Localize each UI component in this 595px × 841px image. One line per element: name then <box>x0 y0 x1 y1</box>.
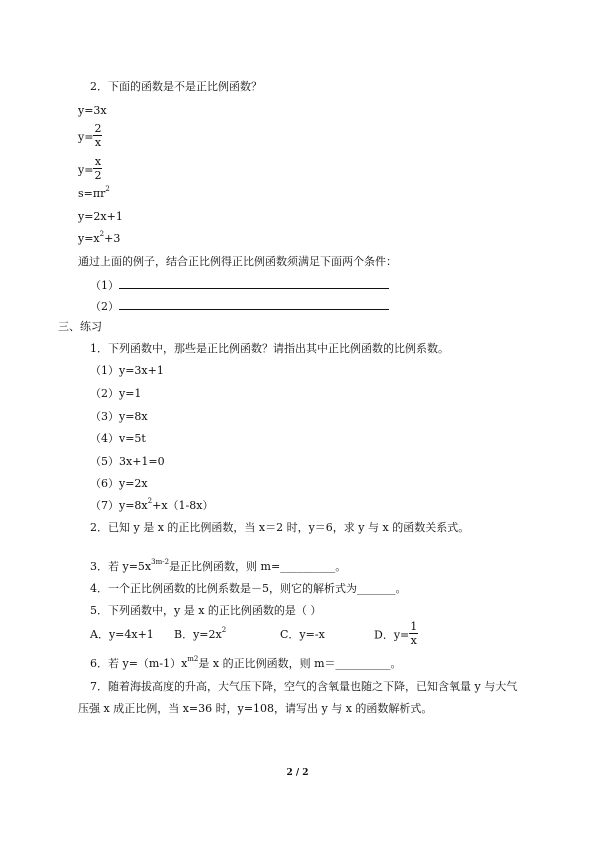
option-c: C．y=-x <box>280 628 325 641</box>
function-6 <box>78 232 120 246</box>
exercise-7-line-2: 压强 x 成正比例，当 x=36 时，y=108，请写出 y 与 x 的函数解析式。 <box>78 702 433 715</box>
exercise-1-item <box>90 499 213 513</box>
option-d-prefix: D．y= <box>374 628 410 642</box>
exercise-1-title: 1．下列函数中，那些是正比例函数？请指出其中正比例函数的比例系数。 <box>90 342 449 355</box>
exponent: 2 <box>99 230 105 239</box>
item-7-base: （7）y=8x <box>90 499 148 512</box>
exercise-3-head: 3．若 y=5x <box>90 560 152 573</box>
function-2 <box>78 124 102 151</box>
exercise-1-item: （4）v=5t <box>90 432 146 445</box>
item-7-tail: +x（1-8x） <box>152 499 214 512</box>
answer-blank[interactable] <box>119 278 389 289</box>
exercise-2: 2．已知 y 是 x 的正比例函数，当 x＝2 时，y＝6，求 y 与 x 的函数关系式。 <box>90 521 470 534</box>
exercise-3-tail: 是正比例函数，则 m=__________。 <box>169 560 347 573</box>
exercise-4: 4．一个正比例函数的比例系数是－5，则它的解析式为_______。 <box>90 582 407 595</box>
fraction-denominator: x <box>410 634 417 647</box>
exercise-1-item: （1）y=3x+1 <box>90 364 164 377</box>
option-d <box>374 622 418 649</box>
exercise-5: 5．下列函数中，y 是 x 的正比例函数的是（ ） <box>90 604 322 617</box>
option-b <box>174 628 226 642</box>
question-2-title: 2．下面的函数是不是正比例函数？ <box>90 80 262 93</box>
exponent: 2 <box>147 497 153 506</box>
option-b-base: B．y=2x <box>174 628 222 641</box>
condition-2 <box>90 299 389 314</box>
option-a: A．y=4x+1 <box>90 628 154 641</box>
page-number: 2 / 2 <box>286 768 309 778</box>
fraction-2-over-x <box>93 122 102 149</box>
exponent: 2 <box>105 185 110 194</box>
exercise-1-item: （2）y=1 <box>90 387 142 400</box>
exercise-3 <box>90 560 346 574</box>
fraction-x-over-2 <box>93 155 102 182</box>
function-1: y=3x <box>78 104 107 117</box>
exponent: m2 <box>187 655 199 664</box>
condition-1-label: （1） <box>90 279 119 292</box>
exponent: 2 <box>221 626 227 635</box>
fraction-numerator: x <box>94 155 102 168</box>
section-3-heading: 三、练习 <box>58 320 102 333</box>
function-6-base: y=x <box>78 232 100 245</box>
conditions-intro: 通过上面的例子，结合正比例得正比例函数须满足下面两个条件： <box>78 255 397 268</box>
answer-blank[interactable] <box>119 299 389 310</box>
function-2-prefix: y= <box>78 130 94 144</box>
exercise-1-item: （3）y=8x <box>90 410 148 423</box>
function-3-prefix: y= <box>78 163 94 177</box>
exercise-1-item: （5）3x+1=0 <box>90 455 165 468</box>
fraction-numerator: 1 <box>410 620 418 633</box>
fraction-numerator: 2 <box>94 122 102 135</box>
fraction-denominator: x <box>94 136 102 149</box>
exercise-6-tail: 是 x 的正比例函数，则 m＝__________。 <box>198 657 402 670</box>
exercise-1-item: （6）y=2x <box>90 477 148 490</box>
function-3 <box>78 157 102 184</box>
fraction-denominator: 2 <box>94 169 102 182</box>
function-4 <box>78 187 110 201</box>
condition-2-label: （2） <box>90 300 119 313</box>
exercise-7-line-1: 7．随着海拔高度的升高，大气压下降，空气的含氧量也随之下降，已知含氧量 y 与大气 <box>90 680 518 693</box>
exercise-6-head: 6．若 y=（m-1）x <box>90 657 188 670</box>
fraction-1-over-x <box>409 620 418 647</box>
exponent: 3m-2 <box>151 558 170 567</box>
function-6-tail: +3 <box>104 232 121 245</box>
exercise-6 <box>90 657 402 671</box>
function-4-base: s=πr <box>78 187 106 200</box>
condition-1 <box>90 278 389 293</box>
function-5: y=2x+1 <box>78 210 123 223</box>
